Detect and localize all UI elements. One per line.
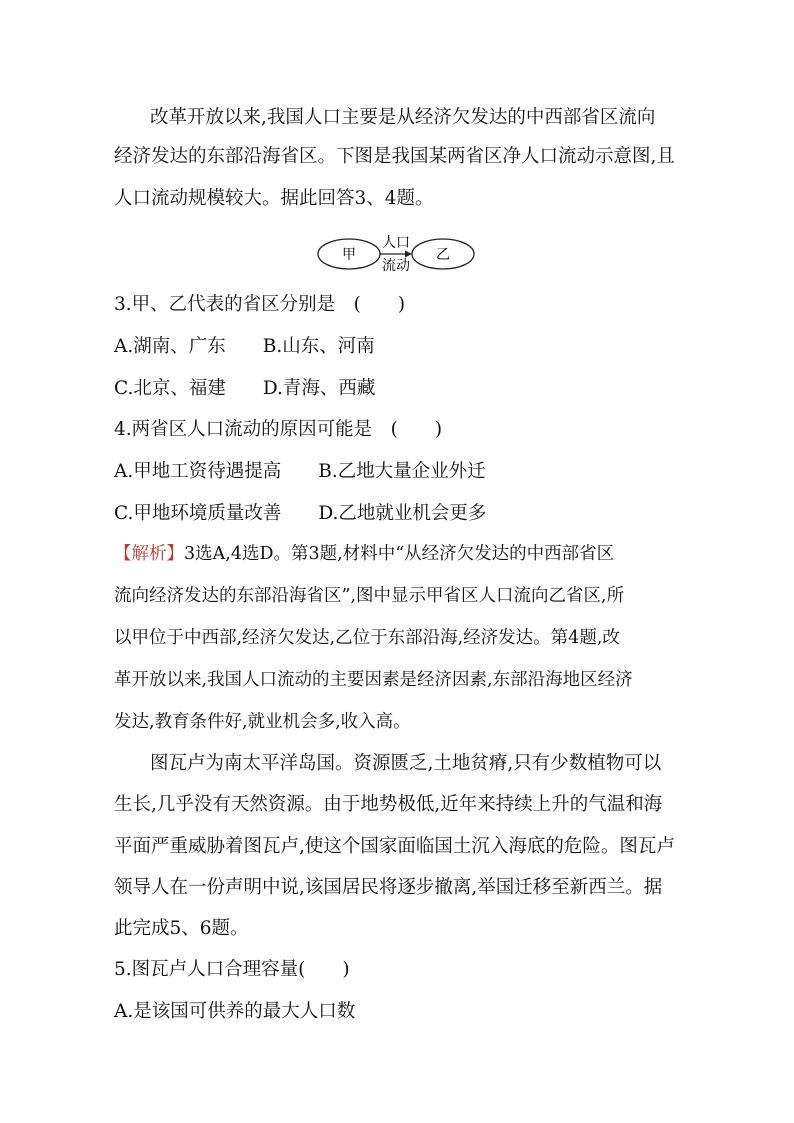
flow-arrow-head xyxy=(405,251,412,258)
analysis-line-2: 流向经济发达的东部沿海省区”,图中显示甲省区人口流向乙省区,所 xyxy=(114,586,625,606)
q3-stem: 3.甲、乙代表的省区分别是 ( ) xyxy=(114,294,406,315)
intro-line-3: 人口流动规模较大。据此回答3、4题。 xyxy=(114,188,434,209)
analysis-line-3: 以甲位于中西部,经济欠发达,乙位于东部沿海,经济发达。第4题,改 xyxy=(114,628,620,648)
passage2-line-4: 领导人在一份声明中说,该国居民将逐步撤离,举国迁移至新西兰。据 xyxy=(114,877,663,898)
passage2-line-1: 图瓦卢为南太平洋岛国。资源匮乏,土地贫瘠,只有少数植物可以 xyxy=(150,753,662,774)
left-node-label: 甲 xyxy=(342,247,356,263)
intro-line-1: 改革开放以来,我国人口主要是从经济欠发达的中西部省区流向 xyxy=(150,107,656,128)
arrow-label-bottom: 流动 xyxy=(382,258,410,274)
q3-options-row-1: A.湖南、广东 B.山东、河南 xyxy=(114,336,375,357)
analysis-tag: 【解析】 xyxy=(114,544,184,564)
analysis-line-1-text: 3选A,4选D。第3题,材料中“从经济欠发达的中西部省区 xyxy=(184,544,615,564)
q5-option-a: A.是该国可供养的最大人口数 xyxy=(114,1001,356,1022)
right-node-label: 乙 xyxy=(436,247,450,263)
q4-options-row-2: C.甲地环境质量改善 D.乙地就业机会更多 xyxy=(114,503,487,524)
analysis-line-4: 革开放以来,我国人口流动的主要因素是经济因素,东部沿海地区经济 xyxy=(114,670,633,690)
population-flow-diagram xyxy=(316,232,476,278)
analysis-line-1 xyxy=(114,542,614,566)
q3-options-row-2: C.北京、福建 D.青海、西藏 xyxy=(114,378,376,399)
q4-stem: 4.两省区人口流动的原因可能是 ( ) xyxy=(114,419,443,440)
intro-line-2: 经济发达的东部沿海省区。下图是我国某两省区净人口流动示意图,且 xyxy=(114,146,675,167)
arrow-label-top: 人口 xyxy=(382,235,410,251)
analysis-line-5: 发达,教育条件好,就业机会多,收入高。 xyxy=(114,712,411,732)
passage2-line-3: 平面严重威胁着图瓦卢,使这个国家面临国土沉入海底的危险。图瓦卢 xyxy=(114,836,675,857)
passage2-line-5: 此完成5、6题。 xyxy=(114,918,249,939)
q5-stem: 5.图瓦卢人口合理容量( ) xyxy=(114,959,350,980)
q4-options-row-1: A.甲地工资待遇提高 B.乙地大量企业外迁 xyxy=(114,461,486,482)
passage2-line-2: 生长,几乎没有天然资源。由于地势极低,近年来持续上升的气温和海 xyxy=(114,794,663,815)
